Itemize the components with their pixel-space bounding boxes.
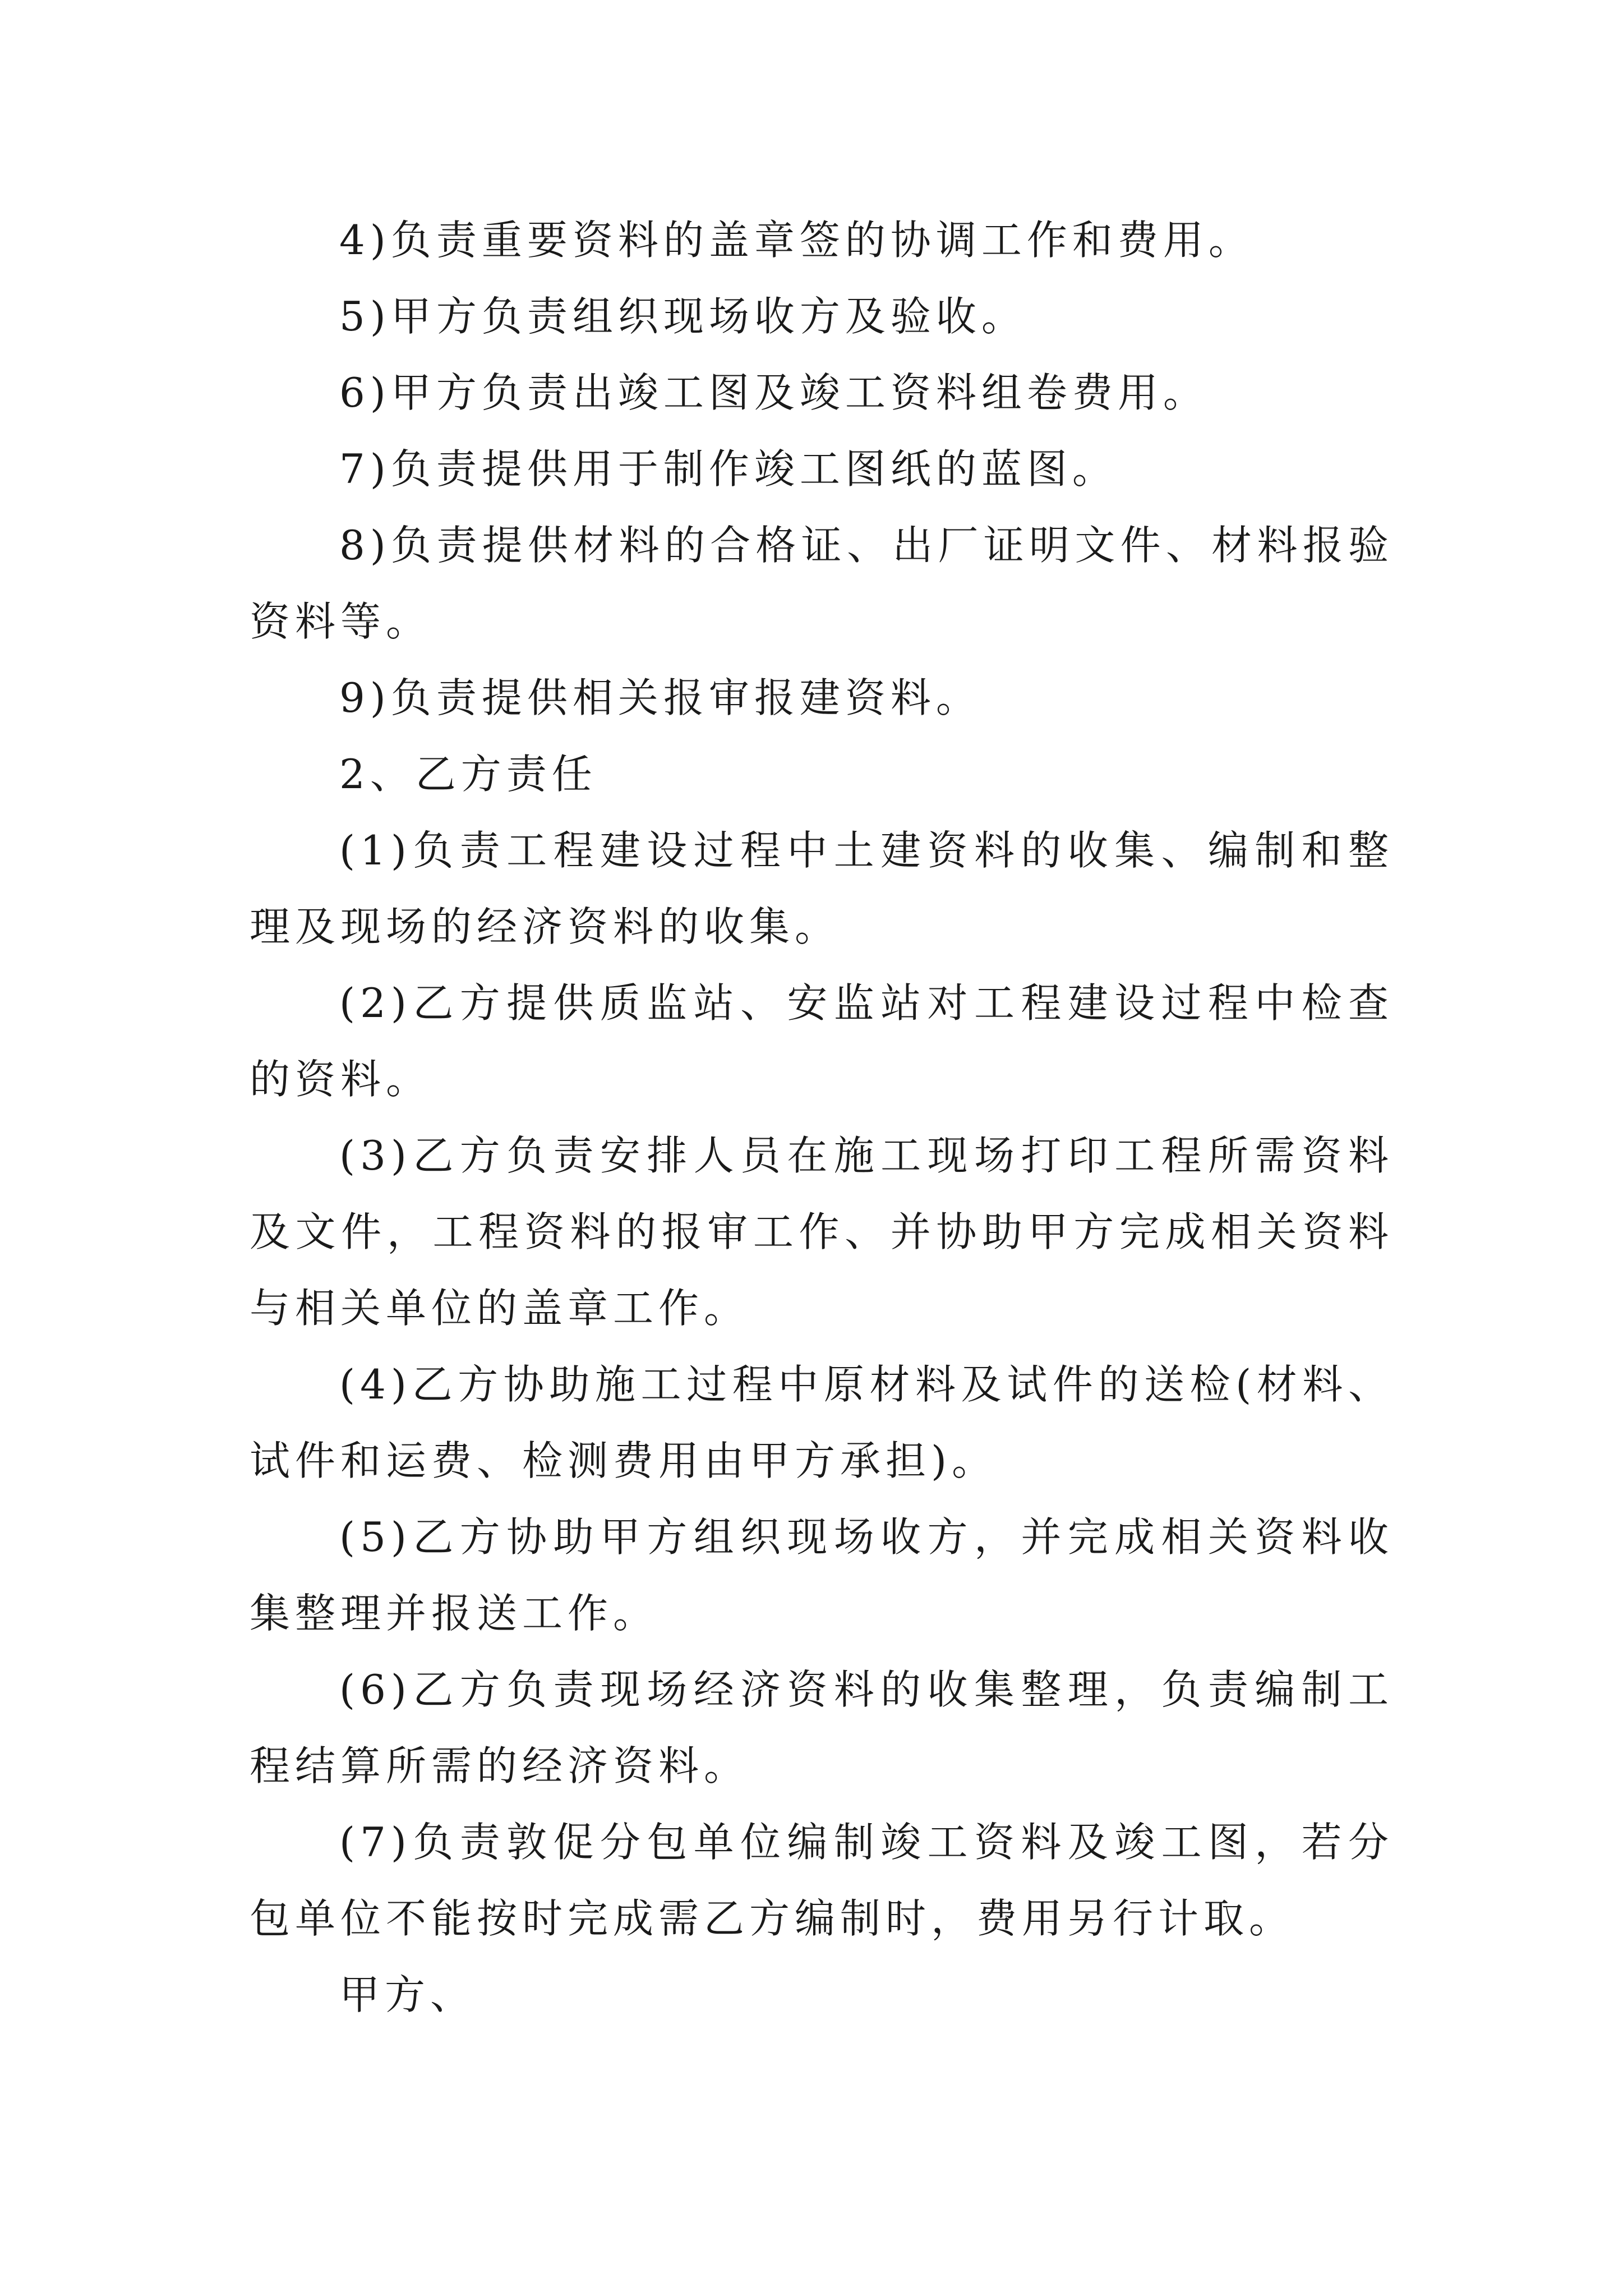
paragraph-party-b-7: (7)负责敦促分包单位编制竣工资料及竣工图，若分包单位不能按时完成需乙方编制时，费用另行计取。	[250, 1819, 1394, 1942]
paragraph-item-8: 8)负责提供材料的合格证、出厂证明文件、材料报验资料等。	[250, 522, 1394, 645]
paragraph-party-b-4: (4)乙方协助施工过程中原材料及试件的送检(材料、试件和运费、检测费用由甲方承担)。	[250, 1361, 1394, 1484]
paragraph-party-b-6: (6)乙方负责现场经济资料的收集整理，负责编制工程结算所需的经济资料。	[250, 1666, 1394, 1789]
paragraph-item-4: 4)负责重要资料的盖章签的协调工作和费用。	[339, 217, 1254, 264]
document-body	[250, 202, 1394, 2033]
section-heading-party-b: 2、乙方责任	[339, 751, 597, 798]
paragraph-party-b-2: (2)乙方提供质监站、安监站对工程建设过程中检查的资料。	[250, 979, 1394, 1103]
paragraph-item-5: 5)甲方负责组织现场收方及验收。	[339, 293, 1027, 340]
paragraph-item-6: 6)甲方负责出竣工图及竣工资料组卷费用。	[339, 369, 1209, 416]
paragraph-party-b-3: (3)乙方负责安排人员在施工现场打印工程所需资料及文件，工程资料的报审工作、并协助甲方完成相关资料与相关单位的盖章工作。	[250, 1132, 1394, 1332]
paragraph-party-b-1: (1)负责工程建设过程中土建资料的收集、编制和整理及现场的经济资料的收集。	[250, 827, 1394, 950]
paragraph-item-7: 7)负责提供用于制作竣工图纸的蓝图。	[339, 445, 1118, 493]
paragraph-item-9: 9)负责提供相关报审报建资料。	[339, 674, 981, 721]
closing-party-a: 甲方、	[339, 1971, 476, 2018]
paragraph-party-b-5: (5)乙方协助甲方组织现场收方，并完成相关资料收集整理并报送工作。	[250, 1513, 1394, 1637]
